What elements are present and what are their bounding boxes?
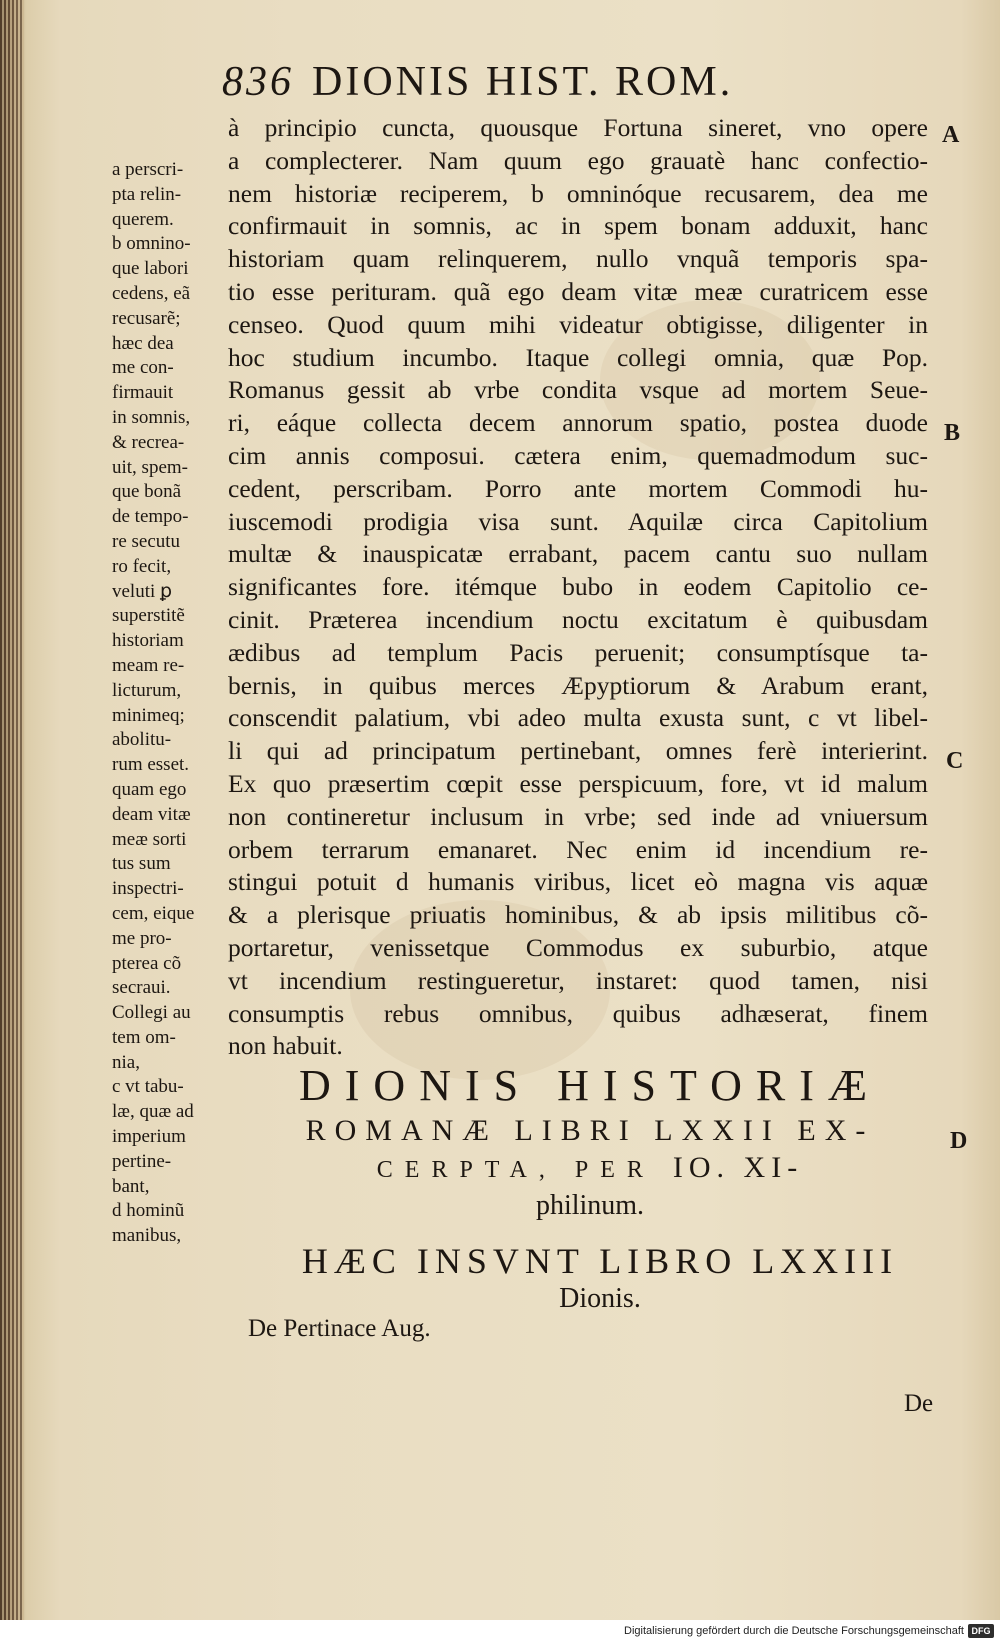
text-line: à principio cuncta, quousque Fortuna sineret, vno opere — [228, 113, 928, 142]
text-line: nem historiæ reciperem, b omninóque recusarem, dea me — [228, 178, 928, 208]
margin-note-line: pertine- — [112, 1150, 172, 1172]
margin-note-line: ro fecit, — [112, 555, 172, 577]
margin-note-line: firmauit — [112, 382, 174, 404]
title-line-4: philinum. — [535, 1190, 645, 1221]
title-line-1: DIONIS HISTORIÆ — [299, 1061, 881, 1110]
book-title-block — [240, 1060, 940, 1224]
margin-note-line: historiam — [112, 630, 184, 652]
text-line: historiam quam relinquerem, nullo vnquã temporis spa- — [228, 244, 928, 274]
margin-note-line: que bonã — [112, 481, 182, 503]
title-line-2: ROMANÆ LIBRI LXXII EX- — [305, 1114, 875, 1147]
text-line: cim annis composui. cætera enim, quemadmodum suc- — [228, 440, 928, 470]
text-line: vt incendium restingueretur, instaret: quod tamen, nisi — [228, 965, 928, 995]
text-line: orbem terrarum emanaret. Nec enim id incendium re- — [228, 834, 928, 864]
margin-note-line: b omnino- — [112, 233, 191, 255]
text-line: hoc studium incumbo. Itaque collegi omnia, quæ Pop. — [228, 342, 928, 372]
text-line: tio esse perituram. quã ego deam vitæ meæ curatricem esse — [228, 276, 928, 306]
margin-note-line: recusarẽ; — [112, 307, 181, 329]
text-line: consumptis rebus omnibus, quibus adhæserat, finem — [228, 998, 928, 1028]
margin-note-line: re secutu — [112, 530, 181, 552]
margin-note-line: superstitẽ — [112, 605, 185, 627]
main-text-block — [228, 112, 928, 1063]
running-header — [222, 58, 733, 106]
text-line: li qui ad principatum pertinebant, omnes ferè interierint. — [228, 736, 928, 766]
text-line: multæ & inauspicatæ errabant, pacem cantu suo nullam — [228, 539, 928, 569]
text-line: significantes fore. itémque bubo in eodem Capitolio ce- — [228, 572, 928, 602]
margin-note-line: pta relin- — [112, 183, 182, 205]
text-line: stingui potuit d humanis viribus, licet eò magna vis aquæ — [228, 867, 928, 897]
contents-subtitle: Dionis. — [559, 1283, 641, 1314]
contents-title: HÆC INSVNT LIBRO LXXIII — [301, 1241, 899, 1281]
book-page-edge — [0, 0, 24, 1620]
catchword: De — [904, 1390, 934, 1417]
text-line: Romanus gessit ab vrbe condita vsque ad mortem Seue- — [228, 375, 928, 405]
margin-note-line: me con- — [112, 357, 174, 379]
text-line: conscendit palatium, vbi adeo multa exusta sunt, c vt libel- — [228, 703, 928, 733]
margin-note-line: secraui. — [112, 977, 171, 999]
text-line: ædibus ad templum Pacis peruenit; consumptísque ta- — [228, 637, 928, 667]
text-line: confirmauit in somnis, ac in spem bonam adduxit, hanc — [228, 211, 928, 241]
margin-note-line: bant, — [112, 1175, 150, 1197]
text-line: ri, eáque collecta decem annorum spatio, postea duode — [228, 408, 928, 438]
margin-note-line: Collegi au — [112, 1002, 191, 1024]
text-line: portaretur, venissetque Commodus ex suburbio, atque — [228, 932, 928, 962]
margin-note-line: d hominũ — [112, 1200, 185, 1222]
margin-notes — [112, 158, 244, 1249]
title-line-3-big: IO. XI- — [672, 1151, 804, 1184]
margin-note-line: uit, spem- — [112, 456, 188, 478]
text-line: iuscemodi prodigia visa sunt. Aquilæ circa Capitolium — [228, 506, 928, 536]
margin-note-line: abolitu- — [112, 729, 172, 751]
text-line: & a plerisque priuatis hominibus, & ab ipsis militibus cõ- — [228, 900, 928, 930]
section-letter-d: D — [950, 1128, 968, 1154]
text-line: a complecterer. Nam quum ego grauatè hanc confectio- — [228, 145, 928, 175]
margin-note-line: de tempo- — [112, 506, 189, 528]
margin-note-line: que labori — [112, 258, 189, 280]
dfg-logo: DFG — [968, 1624, 994, 1638]
margin-note-line: querem. — [112, 208, 174, 230]
margin-note-line: veluti ꝑ — [112, 580, 173, 602]
title-line-3 — [240, 1150, 940, 1188]
margin-note-line: inspectri- — [112, 878, 184, 900]
margin-note-line: meam re- — [112, 654, 185, 676]
margin-note-line: nia, — [112, 1051, 140, 1073]
margin-note-line: licturum, — [112, 679, 182, 701]
margin-note-line: pterea cõ — [112, 952, 182, 974]
margin-note-line: deam vitæ — [112, 803, 191, 825]
margin-note-line: & recrea- — [112, 431, 185, 453]
margin-note-line: imperium — [112, 1126, 186, 1148]
section-letter-c: C — [946, 748, 964, 774]
text-line: bernis, in quibus merces Æpyptiorum & Arabum erant, — [228, 670, 928, 700]
margin-note-line: me pro- — [112, 927, 172, 949]
text-line: cinit. Præterea incendium noctu excitatum è quibusdam — [228, 604, 928, 634]
margin-note-line: cedens, eã — [112, 282, 191, 304]
margin-note-line: manibus, — [112, 1225, 182, 1247]
text-line: censeo. Quod quum mihi videatur obtigisse, diligenter in — [228, 309, 928, 339]
contents-heading — [260, 1240, 940, 1316]
margin-note-line: cem, eique — [112, 902, 195, 924]
margin-note-line: tem om- — [112, 1026, 176, 1048]
margin-note-line: quam ego — [112, 778, 187, 800]
margin-note-line: in somnis, — [112, 406, 191, 428]
margin-note-line: rum esset. — [112, 754, 190, 776]
digitization-credit: Digitalisierung gefördert durch die Deutsche Forschungsgemeinschaft — [624, 1625, 964, 1637]
margin-note-line: meæ sorti — [112, 828, 187, 850]
section-letter-a: A — [942, 122, 960, 148]
contents-item: De Pertinace Aug. — [248, 1315, 431, 1342]
page-number: 836 — [222, 59, 294, 105]
margin-note-line: a perscri- — [112, 159, 184, 180]
text-line: non contineretur inclusum in vrbe; sed inde ad vniuersum — [228, 801, 928, 831]
section-letter-b: B — [944, 420, 961, 446]
margin-note-line: tus sum — [112, 853, 171, 875]
margin-note-line: minimeq; — [112, 704, 185, 726]
text-line: cedent, perscribam. Porro ante mortem Commodi hu- — [228, 473, 928, 503]
title-line-3-small: CERPTA, PER — [376, 1157, 655, 1183]
running-title: DIONIS HIST. ROM. — [312, 59, 734, 105]
margin-note-line: hæc dea — [112, 332, 174, 354]
text-line: non habuit. — [228, 1031, 343, 1061]
text-line: Ex quo præsertim cœpit esse perspicuum, fore, vt id malum — [228, 768, 928, 798]
margin-note-line: læ, quæ ad — [112, 1101, 194, 1123]
margin-note-line: c vt tabu- — [112, 1076, 184, 1098]
